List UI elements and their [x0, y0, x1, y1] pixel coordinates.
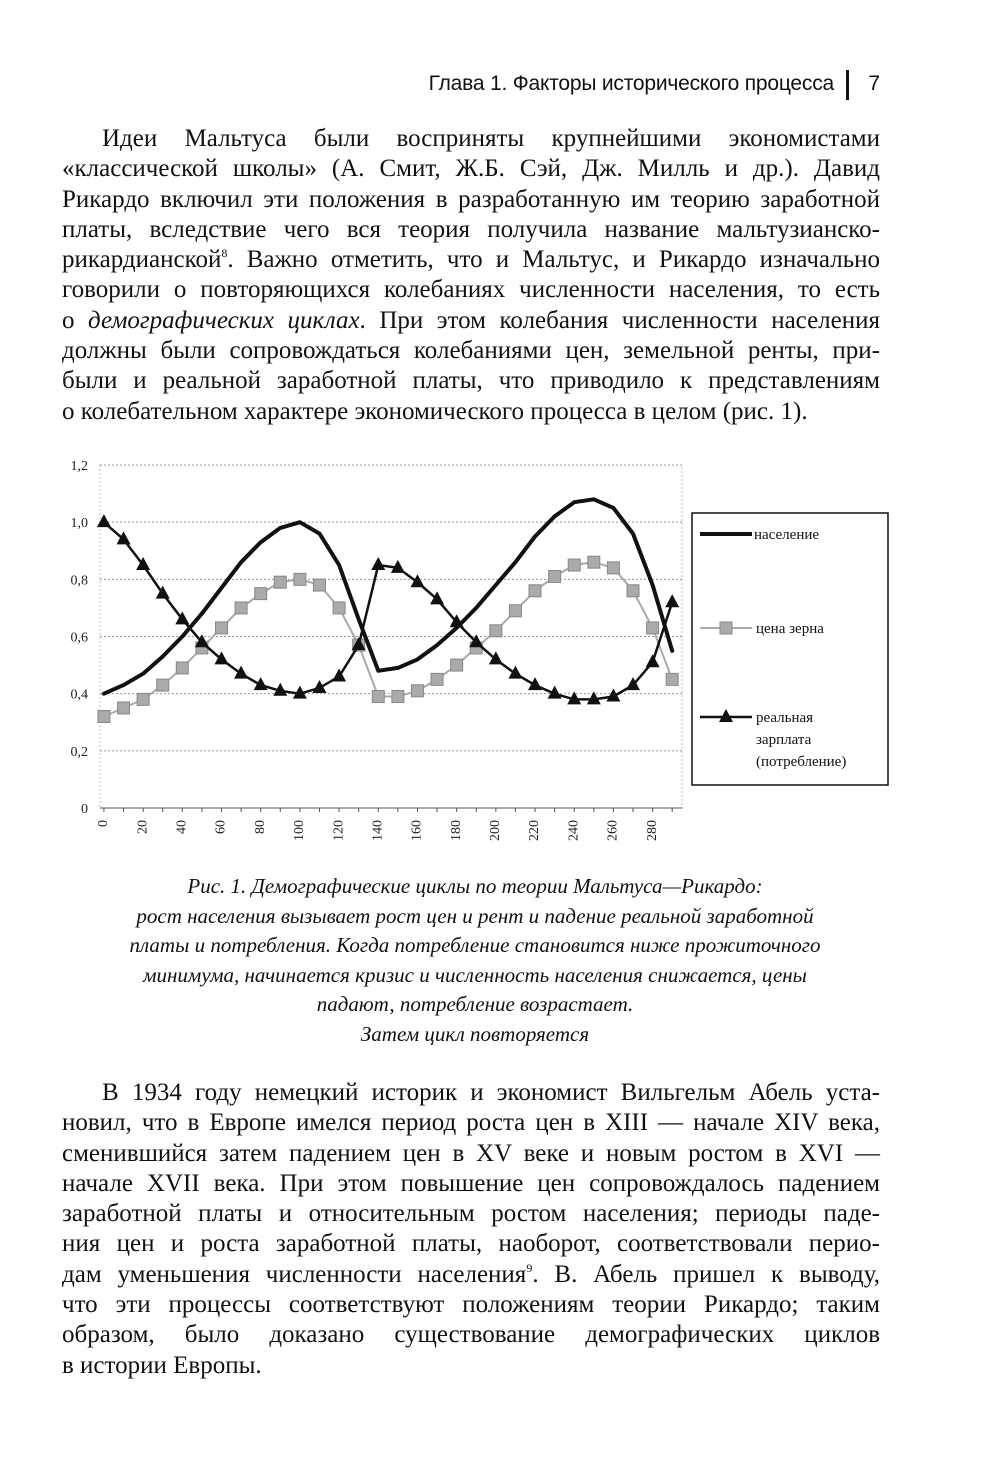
grain-price-point [509, 605, 521, 617]
real-wage-point [410, 574, 424, 587]
x-tick-label: 0 [96, 820, 112, 827]
header-divider [846, 70, 849, 100]
paragraph-malthus [62, 124, 880, 427]
grain-price-point [411, 685, 423, 697]
y-tick-label: 0 [81, 802, 88, 817]
legend-wage-label-1: реальная [756, 710, 814, 726]
text-line: дам уменьшения численности населения$^9$. В. Абель пришел к выводу, [62, 1260, 881, 1288]
grain-price-point [176, 662, 188, 674]
grain-price-point [274, 576, 286, 588]
chart-gridlines [100, 465, 682, 808]
emphasis-term: демографических циклах [88, 306, 360, 334]
footnote-ref[interactable]: 8 [221, 246, 228, 261]
plot-frame [100, 465, 682, 808]
grain-price-point [490, 625, 502, 637]
real-wage-point [646, 654, 660, 667]
text-line: что эти процессы соответствуют положениям теории Рикардо; таким [62, 1291, 880, 1319]
real-wage-point [97, 514, 111, 527]
figure-caption [60, 872, 890, 1049]
grain-price-point [333, 602, 345, 614]
footnote-ref[interactable]: 9 [526, 1260, 533, 1275]
grain-price-point [235, 602, 247, 614]
y-tick-label: 0,4 [70, 687, 88, 703]
real-wage-point [214, 651, 228, 664]
y-tick-label: 0,6 [70, 630, 88, 646]
caption-line: платы и потребления. Когда потребление становится ниже прожиточного [129, 933, 821, 957]
grain-price-point [137, 693, 149, 705]
running-header [0, 70, 880, 102]
x-tick-label: 40 [174, 820, 190, 834]
x-tick-label: 220 [527, 820, 543, 841]
x-tick-label: 200 [488, 820, 504, 841]
legend-wage-label-3: (потребление) [756, 754, 847, 770]
grain-price-point [451, 659, 463, 671]
paragraph-abel [62, 1078, 880, 1381]
grain-price-point [607, 562, 619, 574]
real-wage-point [117, 531, 131, 544]
grain-price-point [157, 679, 169, 691]
x-tick-label: 180 [448, 820, 464, 841]
grain-price-point [627, 585, 639, 597]
grain-price-point [313, 579, 325, 591]
y-tick-label: 1,0 [70, 516, 88, 532]
text-line: о колебательном характере экономического процесса в целом (рис. 1). [62, 397, 808, 425]
x-tick-label: 260 [605, 820, 621, 841]
text-line: сменившийся затем падением цен в XV веке и новым ростом в XVI — [62, 1139, 880, 1167]
grain-price-point [529, 585, 541, 597]
caption-line: рост населения вызывает рост цен и рент и падение реальной заработной [136, 903, 814, 928]
grain-price-point [666, 673, 678, 685]
text-line: должны были сопровождаться колебаниями цен, земельной ренты, при- [62, 337, 880, 365]
page-number: 7 [868, 72, 880, 95]
legend-grain-label: цена зерна [756, 621, 824, 637]
legend-population-label: население [754, 527, 820, 543]
population-line [104, 499, 672, 693]
text-line: начале XVII века. При этом повышение цен сопровождалось падением [62, 1169, 880, 1197]
caption-line: падают, потребление возрастает. [316, 992, 634, 1016]
grain-price-point [647, 622, 659, 634]
grain-price-point [568, 559, 580, 571]
grain-price-point [255, 588, 267, 600]
x-tick-label: 100 [292, 820, 308, 841]
text-line: «классической школы» (А. Смит, Ж.Б. Сэй, Дж. Милль и др.). Давид [62, 155, 880, 183]
chart-axes [71, 459, 683, 841]
chart-series [97, 499, 679, 722]
text-line: рикардианской$^8$. Важно отметить, что и Мальтус, и Рикардо изначально [62, 246, 880, 274]
x-tick-label: 20 [135, 820, 151, 834]
real-wage-point [489, 651, 503, 664]
real-wage-line [104, 522, 672, 699]
y-tick-label: 1,2 [70, 459, 88, 474]
x-tick-label: 140 [370, 820, 386, 841]
grain-price-point [372, 691, 384, 703]
x-tick-label: 80 [252, 820, 268, 834]
real-wage-point [508, 666, 522, 679]
x-tick-label: 280 [644, 820, 660, 841]
text-line: Рикардо включил эти положения в разработанную им теорию заработной [62, 185, 880, 213]
x-tick-label: 240 [566, 820, 582, 841]
caption-line: Рис. 1. Демографические циклы по теории Мальтуса—Рикардо: [187, 874, 763, 898]
grain-price-point [549, 570, 561, 582]
caption-line: минимума, начинается кризис и численность населения снижается, цены [143, 962, 807, 987]
text-line: Идеи Мальтуса были восприняты крупнейшими экономистами [102, 125, 880, 152]
real-wage-point [234, 666, 248, 679]
series-none-0 [104, 499, 672, 693]
x-tick-label: 160 [409, 820, 425, 841]
text-line: заработной платы и относительным ростом населения; периоды паде- [62, 1200, 880, 1228]
text-line: новил, что в Европе имелся период роста цен в XIII — начале XIV века, [62, 1109, 880, 1137]
text-line: образом, было доказано существование демографических циклов [62, 1321, 880, 1349]
chart-legend [692, 513, 888, 785]
text-line: платы, вследствие чего вся теория получила название мальтузианско- [62, 215, 880, 243]
text-line: ния цен и роста заработной платы, наоборот, соответствовали перио- [62, 1230, 880, 1258]
grain-price-point [98, 711, 110, 723]
caption-line: Затем цикл повторяется [360, 1021, 590, 1046]
grain-price-point [294, 573, 306, 585]
grain-price-point [118, 702, 130, 714]
demographic-cycles-chart [60, 455, 890, 865]
grain-price-point [588, 556, 600, 568]
text-line: говорили о повторяющихся колебаниях численности населения, то есть [62, 276, 880, 304]
x-tick-label: 60 [213, 820, 229, 834]
series-triangle-2 [97, 514, 679, 704]
grain-price-point [392, 691, 404, 703]
real-wage-point [430, 591, 444, 604]
text-line: В 1934 году немецкий историк и экономист Вильгельм Абель уста- [102, 1079, 880, 1106]
legend-wage-label-2: зарплата [756, 732, 812, 748]
real-wage-point [665, 594, 679, 607]
legend-grain-marker [720, 622, 732, 634]
x-tick-label: 120 [331, 820, 347, 841]
text-line: о демографических циклах. При этом колебания численности населения [62, 306, 880, 334]
grain-price-point [431, 673, 443, 685]
real-wage-point [371, 557, 385, 570]
y-tick-label: 0,2 [70, 744, 88, 760]
text-line: были и реальной заработной платы, что приводило к представлениям [62, 367, 880, 395]
y-tick-label: 0,8 [70, 573, 88, 589]
chapter-title: Глава 1. Факторы исторического процесса [428, 72, 834, 95]
grain-price-point [215, 622, 227, 634]
text-line: в истории Европы. [62, 1351, 262, 1379]
